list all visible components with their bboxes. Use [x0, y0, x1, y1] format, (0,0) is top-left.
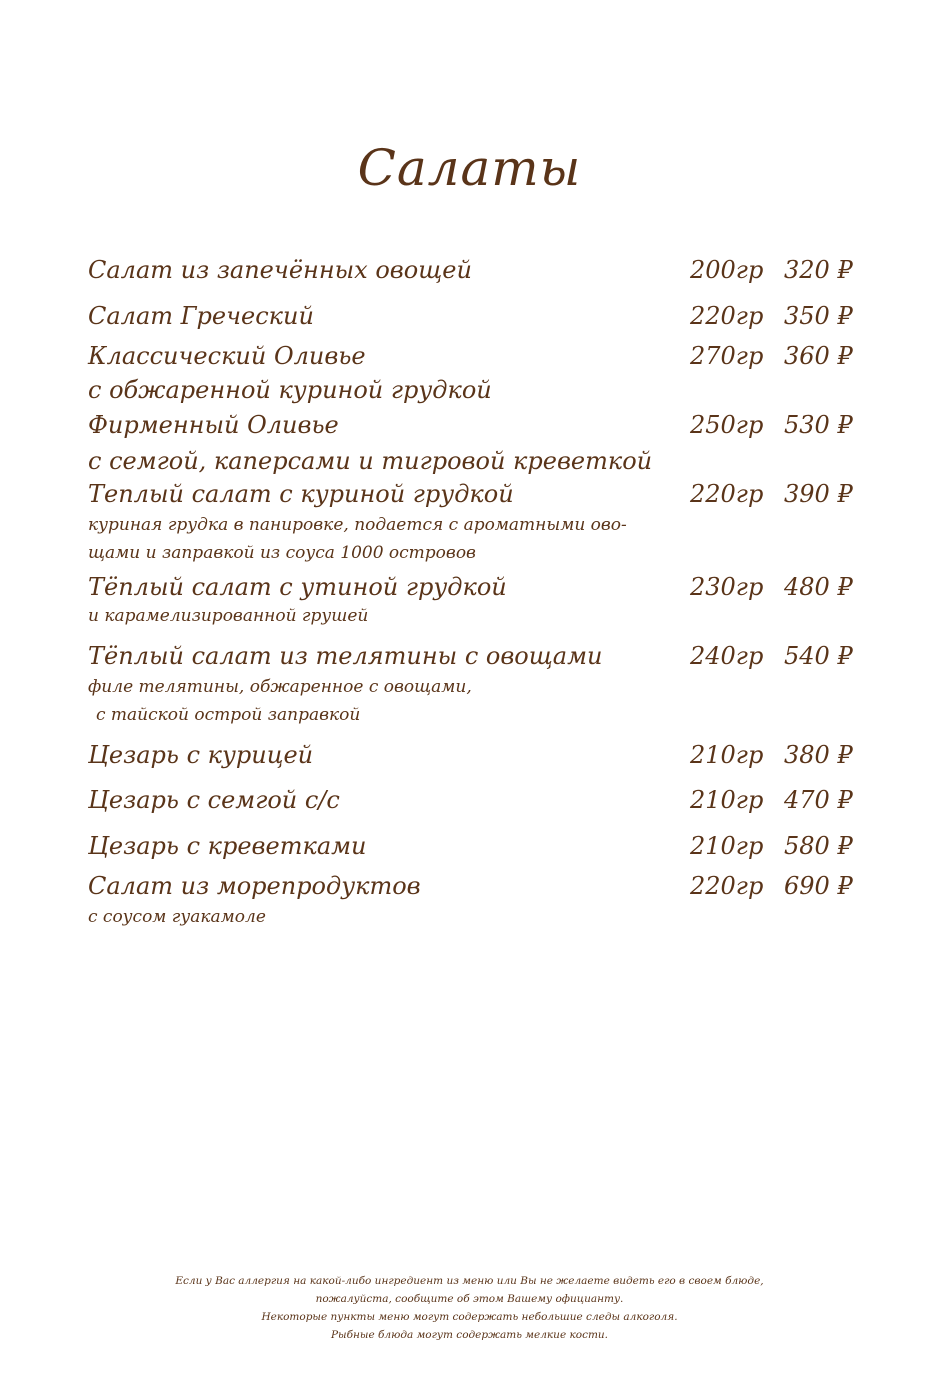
item-price: 350 ₽	[784, 302, 853, 330]
item-weight: 210гр	[690, 741, 764, 769]
item-weight: 220гр	[690, 480, 764, 508]
item-price: 530 ₽	[784, 411, 853, 439]
item-name: Теплый салат с куриной грудкой	[88, 480, 514, 508]
item-weight: 200гр	[690, 256, 764, 284]
item-weight: 210гр	[690, 832, 764, 860]
allergy-notice	[0, 1272, 939, 1344]
item-price: 380 ₽	[784, 741, 853, 769]
item-subtitle: с обжаренной куриной грудкой	[88, 376, 492, 404]
item-price: 580 ₽	[784, 832, 853, 860]
item-name: Цезарь с курицей	[88, 741, 314, 769]
item-description: с соусом гуакамоле	[88, 907, 266, 927]
item-price: 540 ₽	[784, 642, 853, 670]
item-description: и карамелизированной грушей	[88, 606, 369, 626]
item-weight: 230гр	[690, 573, 764, 601]
item-name: Тёплый салат из телятины с овощами	[88, 642, 603, 670]
item-name: Салат Греческий	[88, 302, 314, 330]
footer-line: Рыбные блюда могут содержать мелкие кости.	[330, 1329, 609, 1341]
item-description: щами и заправкой из соуса 1000 островов	[88, 543, 476, 563]
item-description: куриная грудка в панировке, подается с ароматными ово-	[88, 515, 627, 535]
item-name: Классический Оливье	[88, 342, 366, 370]
item-name: Фирменный Оливье	[88, 411, 339, 439]
item-price: 360 ₽	[784, 342, 853, 370]
item-description: с тайской острой заправкой	[96, 705, 361, 725]
item-price: 470 ₽	[784, 786, 853, 814]
item-subtitle: с семгой, каперсами и тигровой креветкой	[88, 447, 653, 475]
item-price: 690 ₽	[784, 872, 853, 900]
item-name: Салат из запечённых овощей	[88, 256, 472, 284]
item-weight: 210гр	[690, 786, 764, 814]
footer-line: Если у Вас аллергия на какой-либо ингредиент из меню или Вы не желаете видеть его в своем блюде,	[175, 1275, 764, 1287]
item-name: Салат из морепродуктов	[88, 872, 421, 900]
item-price: 480 ₽	[784, 573, 853, 601]
item-weight: 240гр	[690, 642, 764, 670]
item-weight: 270гр	[690, 342, 764, 370]
page-title: Салаты	[357, 139, 582, 197]
footer-line: Некоторые пункты меню могут содержать небольшие следы алкоголя.	[261, 1311, 678, 1323]
footer-line: пожалуйста, сообщите об этом Вашему официанту.	[315, 1293, 624, 1305]
item-description: филе телятины, обжаренное с овощами,	[88, 677, 472, 697]
item-name: Тёплый салат с утиной грудкой	[88, 573, 507, 601]
item-weight: 250гр	[690, 411, 764, 439]
item-weight: 220гр	[690, 872, 764, 900]
item-name: Цезарь с семгой с/с	[88, 786, 340, 814]
item-price: 320 ₽	[784, 256, 853, 284]
item-weight: 220гр	[690, 302, 764, 330]
item-price: 390 ₽	[784, 480, 853, 508]
item-name: Цезарь с креветками	[88, 832, 367, 860]
